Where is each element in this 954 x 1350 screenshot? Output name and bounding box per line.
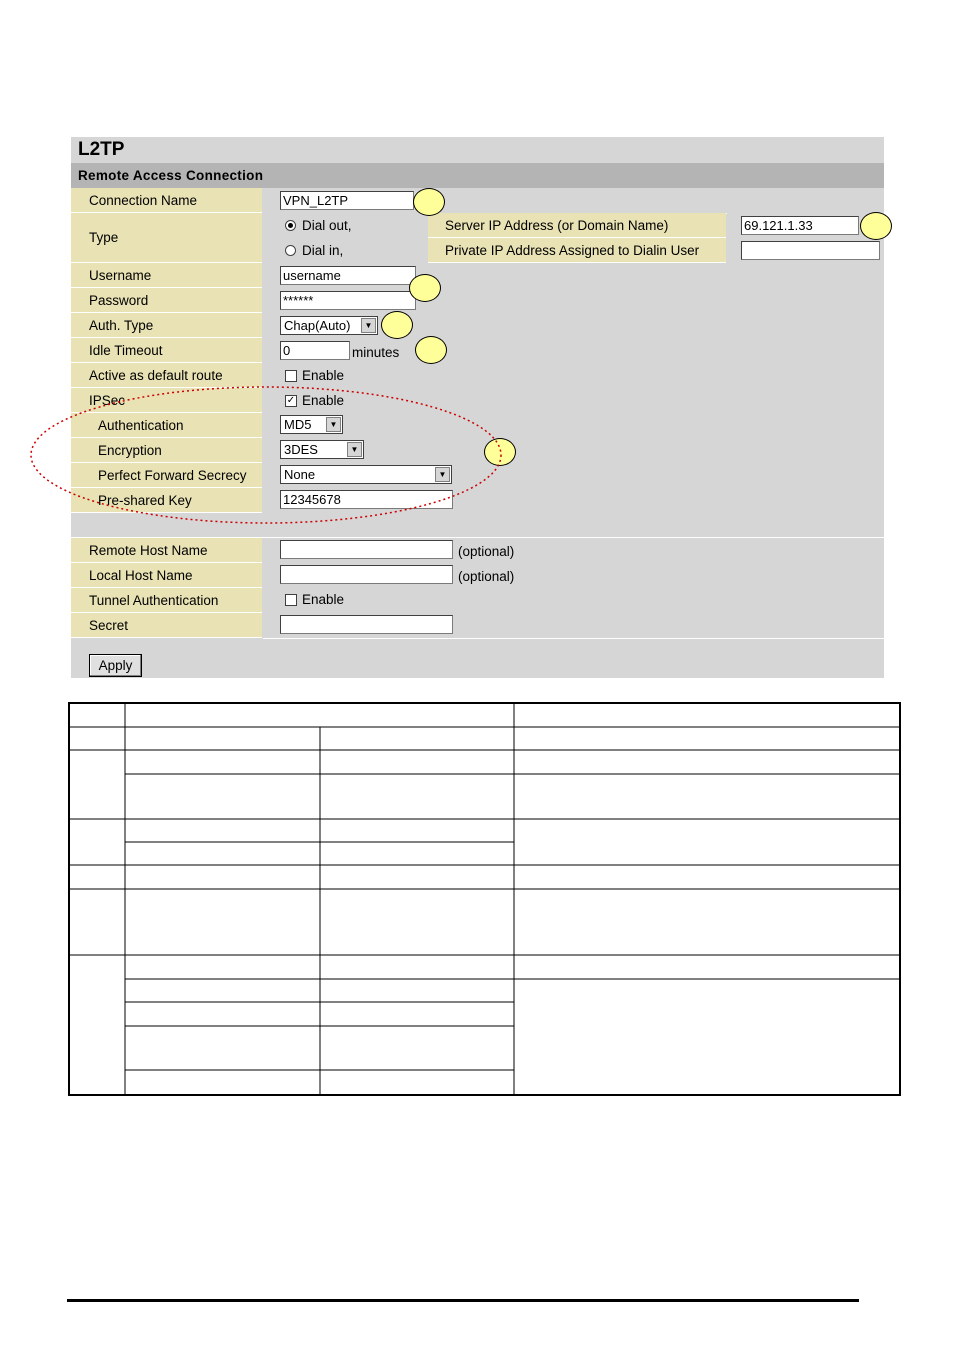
psk-input[interactable]: 12345678	[280, 490, 453, 509]
psk-label: Pre-shared Key	[71, 488, 262, 513]
remote-host-label: Remote Host Name	[71, 538, 262, 563]
local-host-label: Local Host Name	[71, 563, 262, 588]
chevron-down-icon[interactable]: ▼	[347, 442, 362, 457]
dial-in-label: Dial in,	[302, 243, 344, 258]
ipsec-checkbox[interactable]: ✓	[286, 395, 296, 406]
encryption-value: 3DES	[284, 442, 318, 457]
authentication-label: Authentication	[71, 413, 262, 438]
server-ip-input[interactable]: 69.121.1.33	[741, 216, 859, 235]
idle-timeout-label: Idle Timeout	[71, 338, 262, 363]
auth-type-value: Chap(Auto)	[284, 318, 351, 333]
ipsec-option: Enable	[302, 393, 345, 408]
tunnel-auth-option: Enable	[302, 592, 345, 607]
page-title: L2TP	[71, 137, 884, 163]
auth-type-label: Auth. Type	[71, 313, 262, 338]
password-label: Password	[71, 288, 262, 313]
local-host-note: (optional)	[458, 569, 515, 584]
username-input[interactable]: username	[280, 266, 416, 285]
default-route-option: Enable	[302, 368, 345, 383]
authentication-value: MD5	[284, 417, 312, 432]
reference-table-grid	[68, 702, 901, 1096]
default-route-label: Active as default route	[71, 363, 262, 388]
type-label: Type	[71, 213, 262, 263]
tunnel-auth-label: Tunnel Authentication	[71, 588, 262, 613]
private-ip-label: Private IP Address Assigned to Dialin User	[428, 238, 726, 263]
reference-table	[68, 702, 901, 1096]
chevron-down-icon[interactable]: ▼	[326, 417, 341, 432]
secret-label: Secret	[71, 613, 262, 638]
idle-timeout-input[interactable]: 0	[280, 341, 350, 360]
encryption-label: Encryption	[71, 438, 262, 463]
server-ip-label: Server IP Address (or Domain Name)	[428, 213, 726, 238]
connection-name-input[interactable]: VPN_L2TP	[280, 191, 414, 210]
remote-host-note: (optional)	[458, 544, 515, 559]
dial-out-label: Dial out,	[302, 218, 352, 233]
pfs-value: None	[284, 467, 316, 482]
ipsec-label: IPSec	[71, 388, 262, 413]
chevron-down-icon[interactable]: ▼	[435, 467, 450, 482]
chevron-down-icon[interactable]: ▼	[361, 318, 376, 333]
apply-button[interactable]: Apply	[89, 654, 142, 677]
pfs-label: Perfect Forward Secrecy	[71, 463, 262, 488]
idle-timeout-unit: minutes	[352, 345, 400, 360]
footer-rule	[67, 1299, 859, 1302]
section-header: Remote Access Connection	[71, 163, 884, 188]
username-label: Username	[71, 263, 262, 288]
password-input[interactable]: ******	[280, 291, 416, 310]
connection-name-label: Connection Name	[71, 188, 262, 213]
